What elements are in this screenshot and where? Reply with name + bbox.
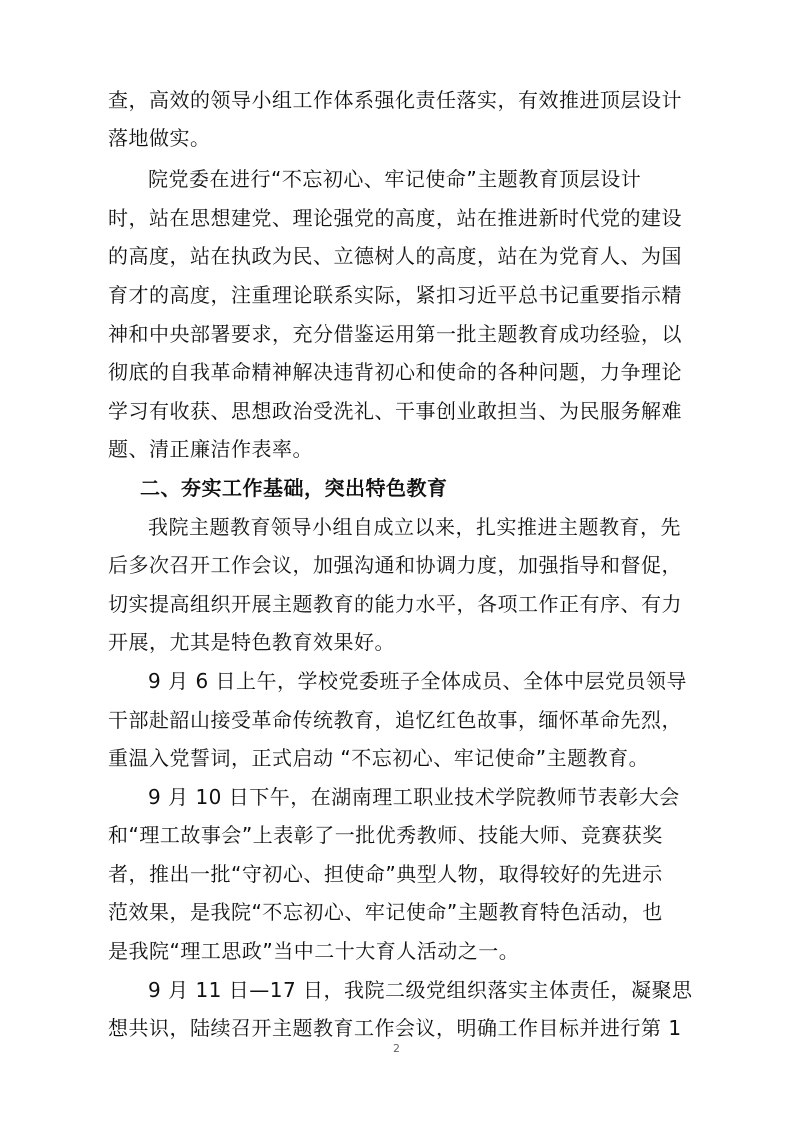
text-line: 学习有收获、思想政治受洗礼、干事创业敢担当、为民服务解难 bbox=[108, 399, 682, 423]
text-line: 神和中央部署要求，充分借鉴运用第一批主题教育成功经验，以 bbox=[108, 322, 682, 346]
section-heading: 二、夯实工作基础，突出特色教育 bbox=[140, 476, 448, 500]
text-line: 开展，尤其是特色教育效果好。 bbox=[108, 630, 395, 654]
text-line: 干部赴韶山接受革命传统教育，追忆红色故事，缅怀革命先烈， bbox=[108, 708, 682, 732]
text-line: 切实提高组织开展主题教育的能力水平，各项工作正有序、有力 bbox=[108, 592, 682, 616]
paragraph-first-line: 院党委在进行“不忘初心、牢记使命”主题教育顶层设计 bbox=[148, 167, 642, 191]
text-line: 想共识，陆续召开主题教育工作会议，明确工作目标并进行第 1 bbox=[108, 1016, 682, 1040]
text-line: 重温入党誓词，正式启动 “不忘初心、牢记使命”主题教育。 bbox=[108, 746, 650, 770]
text-line: 彻底的自我革命精神解决违背初心和使命的各种问题，力争理论 bbox=[108, 360, 682, 384]
text-line: 育才的高度，注重理论联系实际，紧扣习近平总书记重要指示精 bbox=[108, 283, 682, 307]
text-line: 是我院“理工思政”当中二十大育人活动之一。 bbox=[108, 939, 520, 963]
text-line: 后多次召开工作会议，加强沟通和协调力度，加强指导和督促， bbox=[108, 553, 682, 577]
text-line: 范效果，是我院“不忘初心、牢记使命”主题教育特色活动，也 bbox=[108, 900, 663, 924]
paragraph-first-line: 9 月 6 日上午，学校党委班子全体成员、全体中层党员领导 bbox=[148, 669, 688, 693]
text-line: 查，高效的领导小组工作体系强化责任落实，有效推进顶层设计 bbox=[108, 88, 682, 112]
page-number: 2 bbox=[393, 1042, 400, 1055]
text-line: 题、清正廉洁作表率。 bbox=[108, 437, 313, 461]
paragraph-first-line: 9 月 10 日下午，在湖南理工职业技术学院教师节表彰大会 bbox=[148, 785, 680, 809]
paragraph-first-line: 我院主题教育领导小组自成立以来，扎实推进主题教育，先 bbox=[148, 515, 681, 539]
text-line: 和“理工故事会”上表彰了一批优秀教师、技能大师、竞赛获奖 bbox=[108, 823, 663, 847]
text-line: 落地做实。 bbox=[108, 126, 211, 150]
text-line: 时，站在思想建党、理论强党的高度，站在推进新时代党的建设 bbox=[108, 206, 682, 230]
paragraph-first-line: 9 月 11 日—17 日，我院二级党组织落实主体责任，凝聚思 bbox=[148, 978, 693, 1002]
text-line: 者，推出一批“守初心、担使命”典型人物，取得较好的先进示 bbox=[108, 862, 663, 886]
text-line: 的高度，站在执政为民、立德树人的高度，站在为党育人、为国 bbox=[108, 244, 682, 268]
